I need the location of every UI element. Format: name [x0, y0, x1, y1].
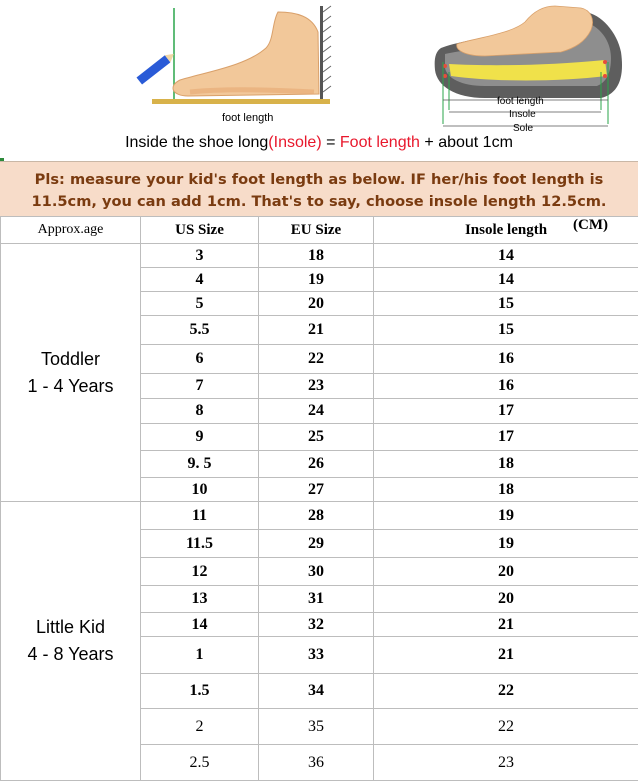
formula-part-insole-label: (Insole) [268, 134, 322, 151]
header-eu-size: EU Size [259, 217, 374, 244]
insole-length-cell: 20 [374, 586, 638, 613]
us-size-cell: 9 [141, 424, 259, 451]
formula-part-foot-length: Foot length [339, 134, 420, 151]
us-size-cell: 14 [141, 613, 259, 637]
eu-size-cell: 34 [259, 674, 374, 709]
us-size-cell: 3 [141, 244, 259, 268]
measurement-notice [0, 161, 638, 217]
eu-size-cell: 33 [259, 637, 374, 674]
eu-size-cell: 29 [259, 530, 374, 558]
eu-size-cell: 18 [259, 244, 374, 268]
shoe-cross-section-illustration [425, 2, 630, 138]
notice-line-1: Pls: measure your kid's foot length as below. IF her/his foot length is [34, 171, 604, 188]
insole-length-cell: 15 [374, 316, 638, 345]
insole-length-cell: 16 [374, 345, 638, 374]
us-size-cell: 12 [141, 558, 259, 586]
eu-size-cell: 35 [259, 709, 374, 745]
insole-length-cell: 18 [374, 451, 638, 478]
us-size-cell: 13 [141, 586, 259, 613]
eu-size-cell: 28 [259, 502, 374, 530]
eu-size-cell: 24 [259, 399, 374, 424]
us-size-cell: 2 [141, 709, 259, 745]
us-size-cell: 7 [141, 374, 259, 399]
header-unit: (CM) [573, 217, 608, 233]
insole-length-cell: 23 [374, 745, 638, 781]
measurement-diagram [0, 0, 638, 160]
table-header-row [1, 217, 638, 244]
eu-size-cell: 36 [259, 745, 374, 781]
insole-length-cell: 14 [374, 268, 638, 292]
age-group-cell [1, 502, 141, 781]
insole-length-cell: 17 [374, 399, 638, 424]
us-size-cell: 9. 5 [141, 451, 259, 478]
us-size-cell: 10 [141, 478, 259, 502]
age-group-name: Toddler [40, 348, 101, 369]
eu-size-cell: 25 [259, 424, 374, 451]
notice-line-2: 11.5cm, you can add 1cm. That's to say, choose insole length 12.5cm. [31, 193, 607, 210]
formula-part-equals: = [321, 134, 340, 151]
us-size-cell: 4 [141, 268, 259, 292]
us-size-cell: 5 [141, 292, 259, 316]
eu-size-cell: 21 [259, 316, 374, 345]
us-size-cell: 5.5 [141, 316, 259, 345]
insole-length-cell: 15 [374, 292, 638, 316]
us-size-cell: 11.5 [141, 530, 259, 558]
header-insole-label: Insole length [464, 221, 548, 238]
formula-part-extra: + about 1cm [419, 134, 513, 151]
formula-part-insole-text: Inside the shoe long [125, 134, 269, 151]
table-row [1, 502, 638, 530]
insole-length-cell: 18 [374, 478, 638, 502]
eu-size-cell: 30 [259, 558, 374, 586]
age-group-cell [1, 244, 141, 502]
us-size-cell: 8 [141, 399, 259, 424]
eu-size-cell: 32 [259, 613, 374, 637]
eu-size-cell: 31 [259, 586, 374, 613]
shoe-insole-label: Insole [509, 109, 536, 120]
header-us-size: US Size [141, 217, 259, 244]
age-group-range: 4 - 8 Years [27, 644, 114, 664]
age-group-name: Little Kid [35, 617, 106, 637]
eu-size-cell: 23 [259, 374, 374, 399]
us-size-cell: 2.5 [141, 745, 259, 781]
foot-measure-illustration [128, 2, 343, 128]
us-size-cell: 6 [141, 345, 259, 374]
insole-length-cell: 21 [374, 637, 638, 674]
header-age: Approx.age [1, 217, 141, 244]
insole-length-cell: 22 [374, 674, 638, 709]
table-row [1, 244, 638, 268]
eu-size-cell: 27 [259, 478, 374, 502]
insole-length-cell: 17 [374, 424, 638, 451]
eu-size-cell: 19 [259, 268, 374, 292]
insole-formula [0, 134, 638, 152]
insole-length-cell: 14 [374, 244, 638, 268]
insole-length-cell: 16 [374, 374, 638, 399]
size-table [0, 216, 638, 781]
insole-length-cell: 21 [374, 613, 638, 637]
size-chart [0, 216, 638, 781]
insole-length-cell: 20 [374, 558, 638, 586]
insole-length-cell: 19 [374, 530, 638, 558]
shoe-sole-label: Sole [513, 123, 534, 134]
insole-length-cell: 22 [374, 709, 638, 745]
foot-length-label: foot length [222, 112, 274, 124]
eu-size-cell: 20 [259, 292, 374, 316]
us-size-cell: 1.5 [141, 674, 259, 709]
eu-size-cell: 26 [259, 451, 374, 478]
us-size-cell: 1 [141, 637, 259, 674]
us-size-cell: 11 [141, 502, 259, 530]
insole-length-cell: 19 [374, 502, 638, 530]
shoe-foot-length-label: foot length [497, 96, 544, 107]
eu-size-cell: 22 [259, 345, 374, 374]
header-insole-length [374, 217, 638, 244]
age-group-range: 1 - 4 Years [27, 375, 114, 396]
